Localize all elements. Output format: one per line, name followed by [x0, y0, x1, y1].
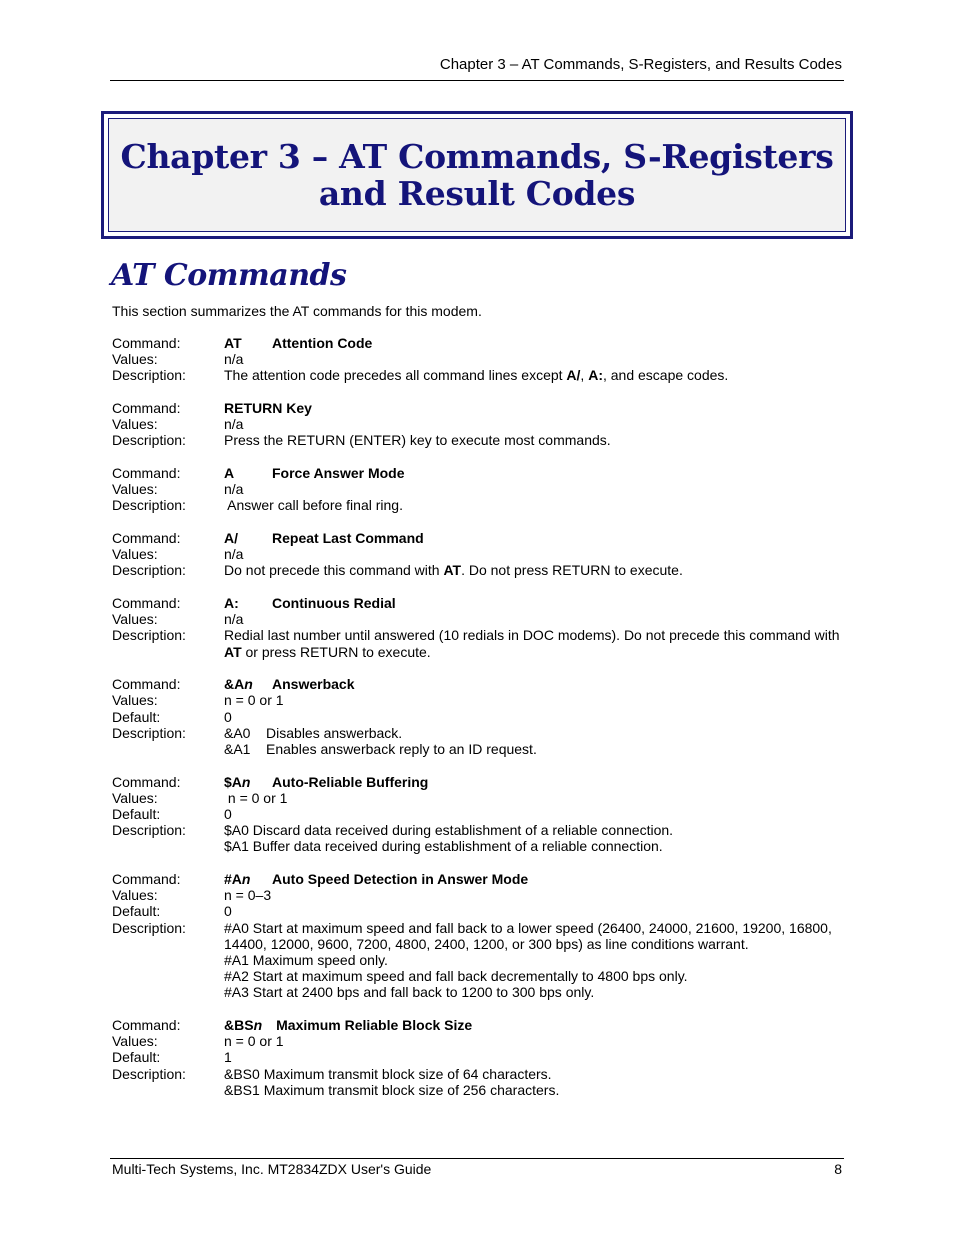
values-label: Values:: [112, 1033, 158, 1050]
command-description-line: #A0 Start at maximum speed and fall back to a lower speed (26400, 24000, 21600, 19200, 16800,: [224, 919, 832, 936]
command-description-line: AT or press RETURN to execute.: [224, 643, 431, 660]
command-heading: [224, 465, 847, 481]
values-label: Values:: [112, 416, 158, 433]
command-default: 1: [224, 1049, 232, 1066]
command-entry: [112, 400, 847, 449]
chapter-title-box: [101, 111, 853, 239]
command-code: &BSn: [224, 1017, 263, 1034]
command-description-line: &BS0 Maximum transmit block size of 64 characters.: [224, 1065, 552, 1082]
section-intro: This section summarizes the AT commands for this modem.: [112, 303, 482, 319]
page-number: 8: [834, 1161, 842, 1177]
values-row: [112, 351, 847, 367]
command-list: [112, 335, 847, 1114]
values-row: [112, 692, 847, 708]
empty-label: [112, 968, 224, 984]
command-row: [112, 530, 847, 546]
command-label: Command:: [112, 773, 181, 790]
command-description-line: #A3 Start at 2400 bps and fall back to 1200 to 300 bps only.: [224, 984, 595, 1001]
description-row: [112, 497, 847, 513]
command-name: Auto-Reliable Buffering: [272, 773, 429, 790]
chapter-title-inner: [108, 118, 846, 232]
description-label: Description:: [112, 432, 186, 449]
command-default: 0: [224, 903, 232, 920]
command-description-line: &BS1 Maximum transmit block size of 256 characters.: [224, 1081, 560, 1098]
running-header: Chapter 3 – AT Commands, S-Registers, and Results Codes: [439, 56, 842, 73]
description-row: [112, 432, 847, 448]
description-row: [112, 936, 847, 952]
command-values: n = 0–3: [224, 887, 272, 904]
values-row: [112, 546, 847, 562]
description-label: Description:: [112, 822, 186, 839]
command-row: [112, 871, 847, 887]
default-row: [112, 806, 847, 822]
empty-label: [112, 1082, 224, 1098]
default-row: [112, 1049, 847, 1065]
command-description-line: $A0 Discard data received during establishment of a reliable connection.: [224, 822, 674, 839]
footer-text: Multi-Tech Systems, Inc. MT2834ZDX User's Guide: [112, 1161, 432, 1177]
empty-label: [112, 644, 224, 660]
command-row: [112, 676, 847, 692]
description-row: [112, 741, 847, 757]
values-row: [112, 887, 847, 903]
description-row: [112, 838, 847, 854]
command-name: Repeat Last Command: [272, 530, 424, 546]
chapter-title-line-2: and Result Codes: [318, 174, 636, 213]
command-description-line: Do not precede this command with AT. Do not press RETURN to execute.: [224, 562, 683, 579]
description-row: [112, 1082, 847, 1098]
command-values: n/a: [224, 611, 244, 628]
description-row: [112, 984, 847, 1000]
command-entry: [112, 595, 847, 660]
command-row: [112, 465, 847, 481]
command-code: AT: [224, 335, 242, 351]
command-heading: [224, 595, 847, 611]
description-row: [112, 968, 847, 984]
values-row: [112, 790, 847, 806]
description-label: Description:: [112, 627, 186, 644]
default-row: [112, 709, 847, 725]
footer-rule: [110, 1158, 844, 1159]
command-entry: [112, 1017, 847, 1098]
description-row: [112, 822, 847, 838]
command-values: n/a: [224, 416, 244, 433]
command-row: [112, 335, 847, 351]
command-name: Maximum Reliable Block Size: [276, 1017, 473, 1034]
command-name: Answerback: [272, 676, 355, 693]
command-label: Command:: [112, 595, 181, 611]
description-row: [112, 562, 847, 578]
command-description-line: #A2 Start at maximum speed and fall back decrementally to 4800 bps only.: [224, 968, 688, 985]
command-description-line: $A1 Buffer data received during establishment of a reliable connection.: [224, 838, 663, 855]
command-values: n/a: [224, 351, 244, 368]
command-values: n/a: [224, 546, 244, 563]
empty-label: [112, 952, 224, 968]
default-label: Default:: [112, 1049, 161, 1066]
command-row: [112, 774, 847, 790]
chapter-title-line-1: Chapter 3 – AT Commands, S-Registers: [120, 137, 834, 176]
command-default: 0: [224, 708, 232, 725]
command-description-line: &A0 Disables answerback.: [224, 724, 403, 741]
command-entry: [112, 676, 847, 757]
command-values: n/a: [224, 481, 244, 498]
command-name: Continuous Redial: [272, 595, 396, 611]
header-rule: [110, 80, 844, 81]
values-row: [112, 1033, 847, 1049]
description-row: [112, 644, 847, 660]
command-label: Command:: [112, 465, 181, 481]
command-label: Command:: [112, 871, 181, 888]
description-label: Description:: [112, 919, 186, 936]
command-default: 0: [224, 806, 232, 823]
command-description-line: #A1 Maximum speed only.: [224, 952, 388, 969]
command-label: Command:: [112, 530, 181, 546]
values-label: Values:: [112, 887, 158, 904]
command-code: #An: [224, 871, 251, 888]
command-description-line: Redial last number until answered (10 redials in DOC modems). Do not precede this command with: [224, 627, 840, 644]
default-label: Default:: [112, 903, 161, 920]
description-row: [112, 920, 847, 936]
command-values: n = 0 or 1: [224, 789, 288, 806]
values-row: [112, 611, 847, 627]
description-row: [112, 627, 847, 643]
command-description-line: The attention code precedes all command lines except A/, A:, and escape codes.: [224, 367, 729, 384]
command-heading: [224, 335, 847, 351]
description-label: Description:: [112, 367, 186, 384]
command-code: A: [224, 465, 235, 481]
values-row: [112, 416, 847, 432]
default-label: Default:: [112, 806, 161, 823]
values-label: Values:: [112, 546, 158, 563]
command-row: [112, 595, 847, 611]
command-entry: [112, 871, 847, 1001]
description-label: Description:: [112, 562, 186, 579]
empty-label: [112, 838, 224, 854]
description-label: Description:: [112, 497, 186, 514]
command-values: n = 0 or 1: [224, 1033, 284, 1050]
command-description-line: 14400, 12000, 9600, 7200, 4800, 2400, 1200, or 300 bps) as line conditions warrant.: [224, 935, 749, 952]
values-label: Values:: [112, 351, 158, 368]
command-label: Command:: [112, 400, 181, 416]
command-description-line: &A1 Enables answerback reply to an ID request.: [224, 741, 537, 758]
command-row: [112, 400, 847, 416]
command-code: RETURN Key: [224, 400, 312, 416]
command-heading: [224, 676, 847, 692]
default-row: [112, 903, 847, 919]
default-label: Default:: [112, 708, 161, 725]
command-entry: [112, 335, 847, 384]
values-label: Values:: [112, 692, 158, 709]
command-name: Auto Speed Detection in Answer Mode: [272, 871, 529, 888]
command-code: A:: [224, 595, 239, 611]
description-row: [112, 952, 847, 968]
values-label: Values:: [112, 789, 158, 806]
description-row: [112, 1066, 847, 1082]
values-label: Values:: [112, 481, 158, 498]
command-heading: [224, 400, 847, 416]
command-description-line: Press the RETURN (ENTER) key to execute most commands.: [224, 432, 611, 449]
empty-label: [112, 936, 224, 952]
command-label: Command:: [112, 335, 181, 351]
description-row: [112, 367, 847, 383]
command-label: Command:: [112, 1017, 181, 1034]
command-description-line: Answer call before final ring.: [224, 497, 403, 514]
command-label: Command:: [112, 676, 181, 693]
empty-label: [112, 741, 224, 757]
command-name: Force Answer Mode: [272, 465, 405, 481]
command-entry: [112, 465, 847, 514]
command-code: A/: [224, 530, 238, 546]
command-row: [112, 1017, 847, 1033]
empty-label: [112, 984, 224, 1000]
values-row: [112, 481, 847, 497]
section-title: AT Commands: [111, 258, 347, 293]
command-heading: [224, 774, 847, 790]
command-code: $An: [224, 773, 251, 790]
command-entry: [112, 530, 847, 579]
command-code: &An: [224, 676, 253, 693]
command-heading: [224, 530, 847, 546]
command-heading: [224, 1017, 847, 1033]
description-label: Description:: [112, 724, 186, 741]
description-row: [112, 725, 847, 741]
description-label: Description:: [112, 1065, 186, 1082]
values-label: Values:: [112, 611, 158, 628]
command-heading: [224, 871, 847, 887]
command-values: n = 0 or 1: [224, 692, 284, 709]
command-name: Attention Code: [272, 335, 373, 351]
command-entry: [112, 774, 847, 855]
